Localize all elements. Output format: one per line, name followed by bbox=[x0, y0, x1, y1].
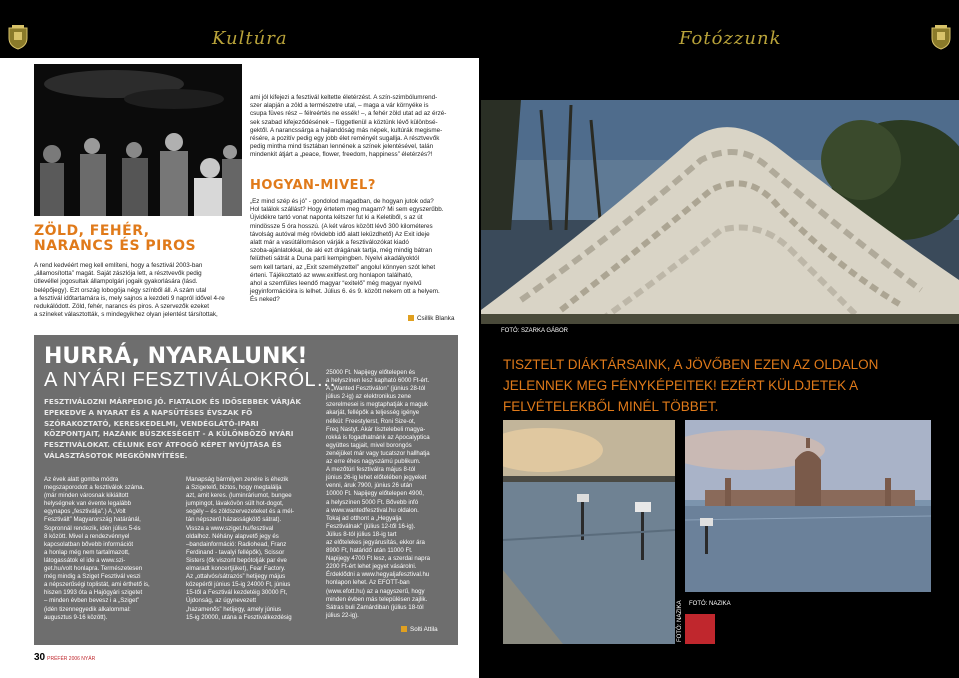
red-square-accent bbox=[685, 614, 715, 644]
text-line: A mezőtúri fesztiválra május 8-tól bbox=[326, 466, 416, 474]
flood-photo-left bbox=[503, 420, 675, 644]
text-line: 15-ig 20000, utána a Fesztiválkezdésig bbox=[186, 613, 292, 621]
text-line: sek szabad kifejeződésének – függetlenül a köztünk lévő különbsé- bbox=[250, 118, 438, 126]
text-line: (már minden városnak kikiáltott bbox=[44, 492, 129, 500]
text-line: Július 8-tól július 18-ig tart bbox=[326, 530, 397, 538]
author-name: Solti Attila bbox=[410, 626, 438, 633]
text-line: gektől. A narancssárga a hajlandóság más népek, kultúrák megisme- bbox=[250, 126, 443, 134]
right-page bbox=[479, 0, 959, 678]
text-line: sem kell tartani, az „Exit személyzettel” angolul könnyen szót lehet bbox=[250, 263, 436, 271]
text-line: redukálódott. Zöld, fehér, narancs és piros. A szervezők ezeket bbox=[34, 303, 210, 311]
text-line: jumpingot, lávakövön sült hot-dogot, bbox=[186, 500, 284, 508]
text-line: „hazamenős” hetijegy, amely június bbox=[186, 605, 282, 613]
concert-photo bbox=[34, 64, 242, 216]
text-line: 10000 Ft. Napijegy előtelepen 4900, bbox=[326, 490, 424, 498]
text-line: együttes tagjait, mivel borongós bbox=[326, 441, 412, 449]
text-line: július 22-ig). bbox=[326, 611, 359, 619]
text-line: 25000 Ft. Napijegy előtelepen és bbox=[326, 369, 416, 376]
text-line: Vissza a www.sziget.hu/fesztival bbox=[186, 524, 274, 532]
text-line: Napijegy 4700 Ft lesz, a szerdai napra bbox=[326, 555, 430, 563]
text-line: június 26-ig lehet előtelében jegyeket bbox=[326, 474, 427, 482]
call-for-photos: TISZTELT DIÁKTÁRSAINK, A JÖVŐBEN EZEN AZ OLDALON JELENNEK MEG FÉNYKÉPEITEK! EZÉRT KÜLDJETEK A FELVÉTELEKBŐL MINÉL TÖBBET. bbox=[503, 357, 879, 414]
text-line: –bandainformáció: Radiohead, Franz bbox=[186, 540, 287, 548]
hurra-col-1 bbox=[44, 476, 182, 622]
text-line: hiszen 1993 óta a Hajógyári szigetet bbox=[44, 589, 143, 597]
text-line: mindenkit átjárt a „peace, flower, freedom, happiness” életérzés?! bbox=[250, 151, 433, 159]
text-line: szerelmesei is megtaphatják a maguk bbox=[326, 401, 428, 409]
text-line: rokká is fogadhatnánk az Apocalyptica bbox=[326, 433, 430, 441]
text-line: – minden évben bevesz i a „Sziget” bbox=[44, 597, 140, 605]
hogyan-heading: HOGYAN-MIVEL? bbox=[250, 178, 376, 193]
text-line: csupa füves rész – félreértés ne essék! –, a fehér zöld utat ad az érzé- bbox=[250, 110, 447, 118]
text-line: „államosította” magát. Saját zászlója lett, a résztvevők pedig bbox=[34, 270, 202, 278]
text-line: Újvidékre tartó vonat naponta kétszer fut ki a Keletiből, s az út bbox=[250, 214, 423, 222]
text-line: get.hu/volt honlapra. Természetesen bbox=[44, 565, 143, 573]
text-line: résére, a pozitív pedig egy jobb élet reményét sugallja. A résztvevők bbox=[250, 135, 440, 143]
text-line: Ferdinand - tavalyi fellépők), Scissor bbox=[186, 548, 285, 556]
left-page bbox=[0, 0, 479, 678]
text-line: 2200 Ft-ért lehet jegyet vásárolni. bbox=[326, 563, 417, 571]
zfn-heading-line1: ZÖLD, FEHÉR, bbox=[34, 223, 150, 239]
text-line: az előtelekes jegyárusítás, ekkor ára bbox=[326, 538, 425, 546]
left-header-bar bbox=[0, 0, 479, 58]
text-line: kapcsolatban bővebb információt bbox=[44, 540, 134, 548]
right-header-bar bbox=[479, 0, 959, 58]
text-line: Sátras buli Zamárdiban (július 18-tól bbox=[326, 603, 424, 611]
text-line: nélkül: Freestylerst, Roni Size-ot, bbox=[326, 417, 416, 425]
text-line: közepéről június 15-ig 24000 Ft, június bbox=[186, 581, 291, 589]
text-line: érteni. Tájékoztató az www.exitfest.org honlapon található, bbox=[250, 271, 413, 279]
text-line: Tokaj ad otthont a „Hegyalja bbox=[326, 514, 402, 522]
hurra-col-2 bbox=[186, 476, 324, 622]
text-line: szoba-ajánlatokkal, de aki ezt drágának tartja, még mindig bátran bbox=[250, 247, 433, 255]
zfn-heading bbox=[34, 224, 196, 254]
crest-icon bbox=[6, 24, 30, 50]
text-line: a helyszínen 5000 Ft. Bővebb infó bbox=[326, 498, 419, 506]
text-line: látogassátok el ide a www.szi- bbox=[44, 556, 126, 564]
text-line: távolság autóval még rövidebb idő alatt leküzdhető) Az Exit ideje bbox=[250, 230, 430, 238]
text-line: honlapon lehet. Az EFOTT-ban bbox=[326, 579, 410, 587]
text-line: a www.wantedfesztival.hu oldalon. bbox=[326, 506, 419, 514]
text-line: 15-től a Fesztivál kezdetéig 30000 Ft, bbox=[186, 589, 288, 597]
text-line: jegyinformációira is lelhet. Július 6. és 9. között nekem ott a helyem. bbox=[250, 288, 440, 296]
text-line: ami jól kifejezi a fesztivál keltette életérzést. A szín-szimbólumrend- bbox=[250, 94, 438, 101]
text-line: Az „ottalvós/sátrazós” hetijegy május bbox=[186, 573, 286, 581]
zfn-text bbox=[34, 262, 248, 319]
hurra-lead: FESZTIVÁLOZNI MÁRPEDIG JÓ. FIATALOK ÉS IDŐSEBBEK VÁRJÁK EPEKEDVE A NYARAT ÉS A NAPSÜTÉSES ÉVSZAK FŐ SZÓRAKOZTATÓ, KERESKEDELMI, VENDÉGLÁTÓ-IPARI KÖZPONTJAIT, HAZÁNK BÜSZKESÉGEIT - A KÜLÖNBÖZŐ NYÁRI FESZTIVÁLOKAT. CÉLUNK EGY ÁTFOGÓ KÉPET NYÚJTÁSA ÉS VÁLASZTÁSOTOK MEGKÖNNYÍTÉSE. bbox=[44, 397, 301, 460]
text-line: elmaradt koncertjüket), Fear Factory. bbox=[186, 565, 286, 573]
hurra-box bbox=[34, 335, 458, 645]
hurra-author bbox=[401, 626, 438, 633]
text-line: megszaporodott a fesztiválok száma. bbox=[44, 484, 145, 492]
page-number bbox=[34, 652, 95, 663]
text-line: oldalhoz. Néhány alapvető jegy és bbox=[186, 532, 279, 540]
intro-text bbox=[250, 94, 472, 160]
text-line: A „Wanted Fesztiválon” (június 28-tól bbox=[326, 385, 426, 393]
text-line: ahol a szemfüles leendő magyar “exitelő” még magyar nyelvű bbox=[250, 280, 422, 288]
sandbag-photo bbox=[481, 100, 959, 324]
text-line: A rend kedvéért meg kell említeni, hogy a fesztivál 2003-ban bbox=[34, 262, 203, 269]
text-line: venni, áruk 7900, június 26 után bbox=[326, 482, 413, 490]
section-title-fotozzunk: Fotózzunk bbox=[679, 28, 782, 49]
text-line: augusztus 9-16 között). bbox=[44, 613, 108, 621]
text-line: Újdonság, az úgynevezett bbox=[186, 597, 257, 605]
author-name: Csillik Blanka bbox=[417, 315, 455, 322]
text-line: egynapos „fesztiválja”.) A „Volt bbox=[44, 508, 126, 516]
text-line: 8900 Ft, határidő után 11000 Ft. bbox=[326, 547, 413, 555]
text-line: Fesztivált” Magyarország határánál, bbox=[44, 516, 141, 524]
text-line: És neked? bbox=[250, 296, 280, 304]
text-line: tán népszerű házasságkötő sátrat). bbox=[186, 516, 282, 524]
text-line: alatt már a vasútállomáson várják a fesztiválozókat kiadó bbox=[250, 239, 409, 247]
author-marker-icon bbox=[408, 315, 414, 321]
page-number-tag: PRÉFÉR 2006 NYÁR bbox=[47, 656, 96, 662]
text-line: Az évek alatt gomba módra bbox=[44, 476, 119, 483]
author-marker-icon bbox=[401, 626, 407, 632]
text-line: a népszerűségi toplistát, ami érthető is, bbox=[44, 581, 150, 589]
text-line: a helyszínen lesz kapható 6000 Ft-ért. bbox=[326, 377, 430, 385]
text-line: a Szigetelő, biztos, hogy megtalálja bbox=[186, 484, 282, 492]
text-line: belépőjegy). Ezt ország lobogója négy színből áll. A szám utal bbox=[34, 286, 207, 294]
text-line: (idén tizennegyedik alkalommal: bbox=[44, 605, 131, 613]
text-line: Fesztiválnak” (július 12-től 16-ig). bbox=[326, 522, 416, 530]
text-line: Sisters (ők viszont bepótolják par éve bbox=[186, 556, 287, 564]
text-line: Érdeklődni a www.hegyaljafesztival.hu bbox=[326, 571, 430, 579]
section-title-kultura: Kultúra bbox=[212, 28, 288, 49]
page-number-value: 30 bbox=[34, 652, 46, 663]
text-line: helységnek van évente legalább bbox=[44, 500, 132, 508]
hurra-title: HURRÁ, NYARALUNK! bbox=[44, 344, 308, 369]
text-line: minden évben más településen zajlik. bbox=[326, 595, 428, 603]
photo-credit-nazika-left: FOTÓ: NAZIKA bbox=[677, 600, 683, 642]
text-line: a fesztivál időtartamára is, mely sajnos a kezdeti 9 napról idővel 4-re bbox=[34, 294, 225, 302]
text-line: 8 között. Mivel a rendezvénnyel bbox=[44, 532, 130, 540]
hurra-subtitle: A NYÁRI FESZTIVÁLOKRÓL… bbox=[44, 369, 337, 391]
hogyan-author bbox=[408, 315, 454, 322]
text-line: segély – és zöldszervezeteket és a mél- bbox=[186, 508, 295, 516]
text-line: a színeket választották, s mindegyikhez olyan jelentést társítottak, bbox=[34, 311, 218, 319]
text-line: Hol találok szállást? Hogy értetem meg magam? Mi sem egyszerűbb. bbox=[250, 206, 444, 214]
hogyan-text bbox=[250, 198, 472, 305]
flood-photo-right bbox=[685, 420, 931, 592]
photo-credit-nazika-right: FOTÓ: NAZIKA bbox=[689, 601, 731, 607]
text-line: szer alapján a zöld a természetre utal, – maga a vár környéke is bbox=[250, 102, 429, 110]
text-line: zenéjüket már vagy tucatszor hallhatja bbox=[326, 449, 430, 457]
text-line: felütheti sátrát a Duna parti kempingben. Nyelvi akadályoktól bbox=[250, 255, 420, 263]
text-line: július 2-ig) az elektronikus zene bbox=[326, 393, 412, 401]
text-line: Sopronnál rendezik, idén július 5-és bbox=[44, 524, 141, 532]
text-line: azt, amit keres. (luminráriumot, bungee bbox=[186, 492, 292, 500]
text-line: (www.efott.hu) az a nagyszerű, hogy bbox=[326, 587, 425, 595]
text-line: akarját, fellépők a teljesség igénye bbox=[326, 409, 420, 417]
text-line: az erre éhes nagyszámú publikum. bbox=[326, 458, 421, 466]
photo-credit-szarka: FOTÓ: SZARKA GÁBOR bbox=[501, 328, 569, 334]
hurra-col-3 bbox=[326, 369, 454, 620]
text-line: Manapság bármilyen zenére is éhezik bbox=[186, 476, 289, 483]
text-line: pedig mintha mind tisztában lennének a színek jelentésével, talán bbox=[250, 143, 434, 151]
text-line: mindössze 5 óra hosszú. (A két város között lévő 300 kilométeres bbox=[250, 222, 433, 230]
text-line: „Ez mind szép és jó” - gondolod magadban, de hogyan jutok oda? bbox=[250, 198, 434, 205]
zfn-heading-line2: NARANCS ÉS PIROS bbox=[34, 238, 197, 254]
text-line: a honlap még nem tartalmazott, bbox=[44, 548, 130, 556]
text-line: még mindig a Sziget Fesztivál veszi bbox=[44, 573, 141, 581]
text-line: útlevéllel jogosultak állampolgári jogaik gyakorlására (lásd. bbox=[34, 278, 198, 286]
text-line: Freq Nastyt. Akár tisztelebeli magya- bbox=[326, 425, 426, 433]
crest-icon bbox=[929, 24, 953, 50]
